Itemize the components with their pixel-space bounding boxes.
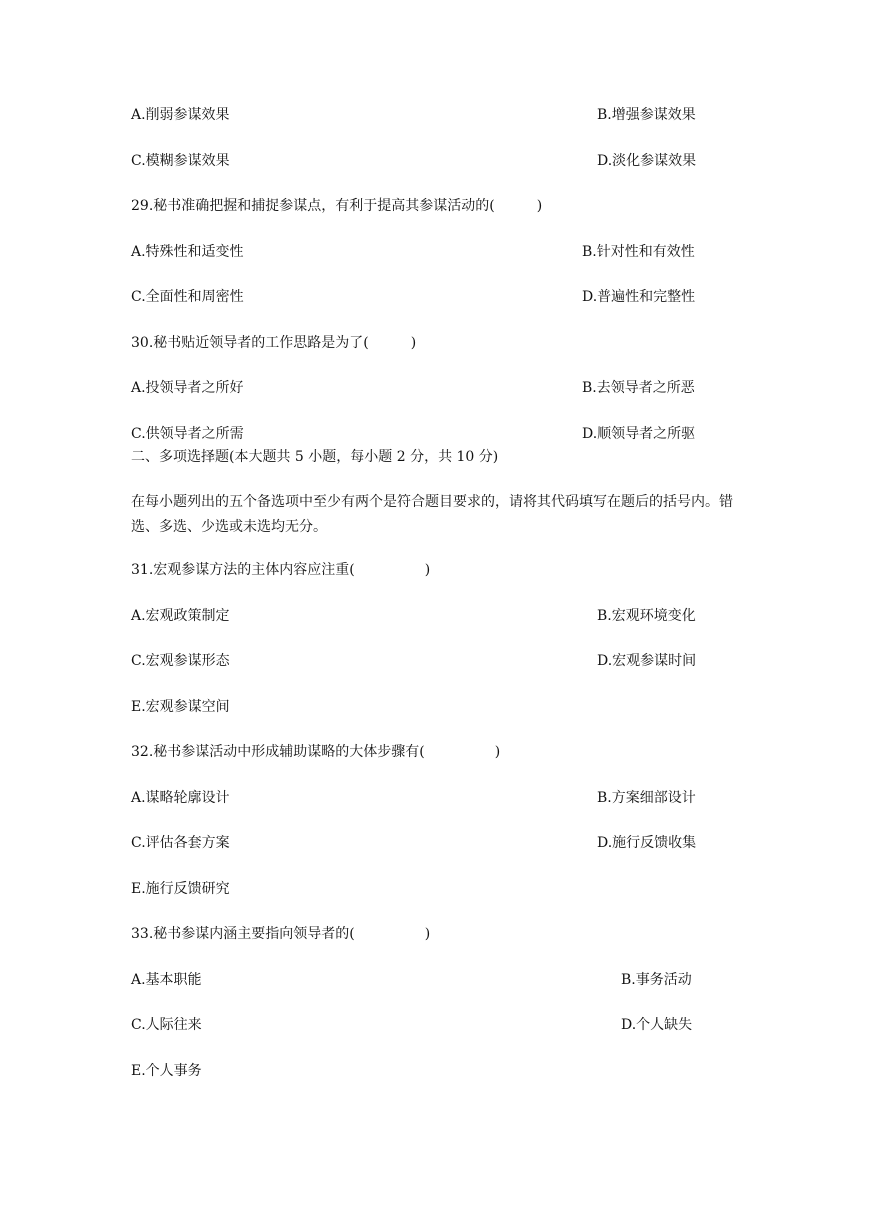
q33-option-d: D.个人缺失 <box>621 1017 693 1033</box>
q30-option-b: B.去领导者之所恶 <box>582 380 695 396</box>
q29-option-b: B.针对性和有效性 <box>582 244 695 260</box>
q28-option-a: A.削弱参谋效果 <box>131 107 230 123</box>
section-2-heading: 二、多项选择题(本大题共 5 小题，每小题 2 分，共 10 分) <box>131 449 499 465</box>
q31-option-b: B.宏观环境变化 <box>597 608 696 624</box>
q29-stem: 29.秘书准确把握和捕捉参谋点，有利于提高其参谋活动的( ) <box>131 198 543 214</box>
q32-stem: 32.秘书参谋活动中形成辅助谋略的大体步骤有( ) <box>131 744 501 760</box>
q32-option-e: E.施行反馈研究 <box>131 881 230 897</box>
section-2-instructions: 在每小题列出的五个备选项中至少有两个是符合题目要求的，请将其代码填写在题后的括号内。错选、多选、少选或未选均无分。 <box>131 494 733 535</box>
q30-option-a: A.投领导者之所好 <box>131 380 244 396</box>
q32-option-c: C.评估各套方案 <box>131 835 230 851</box>
q31-stem: 31.宏观参谋方法的主体内容应注重( ) <box>131 562 431 578</box>
q29-option-d: D.普遍性和完整性 <box>582 289 696 305</box>
q29-option-a: A.特殊性和适变性 <box>131 244 244 260</box>
q29-option-c: C.全面性和周密性 <box>131 289 244 305</box>
q31-option-a: A.宏观政策制定 <box>131 608 230 624</box>
q33-option-b: B.事务活动 <box>621 972 692 988</box>
q32-option-b: B.方案细部设计 <box>597 790 696 806</box>
q28-option-d: D.淡化参谋效果 <box>597 153 697 169</box>
q33-stem: 33.秘书参谋内涵主要指向领导者的( ) <box>131 926 431 942</box>
q30-option-d: D.顺领导者之所驱 <box>582 426 696 442</box>
q31-option-d: D.宏观参谋时间 <box>597 653 697 669</box>
q28-option-b: B.增强参谋效果 <box>597 107 696 123</box>
q33-option-a: A.基本职能 <box>131 972 202 988</box>
q31-option-c: C.宏观参谋形态 <box>131 653 230 669</box>
q30-stem: 30.秘书贴近领导者的工作思路是为了( ) <box>131 335 417 351</box>
q33-option-e: E.个人事务 <box>131 1063 202 1079</box>
q31-option-e: E.宏观参谋空间 <box>131 699 230 715</box>
q28-option-c: C.模糊参谋效果 <box>131 153 230 169</box>
q32-option-d: D.施行反馈收集 <box>597 835 697 851</box>
q33-option-c: C.人际往来 <box>131 1017 202 1033</box>
q30-option-c: C.供领导者之所需 <box>131 426 244 442</box>
q32-option-a: A.谋略轮廓设计 <box>131 790 230 806</box>
